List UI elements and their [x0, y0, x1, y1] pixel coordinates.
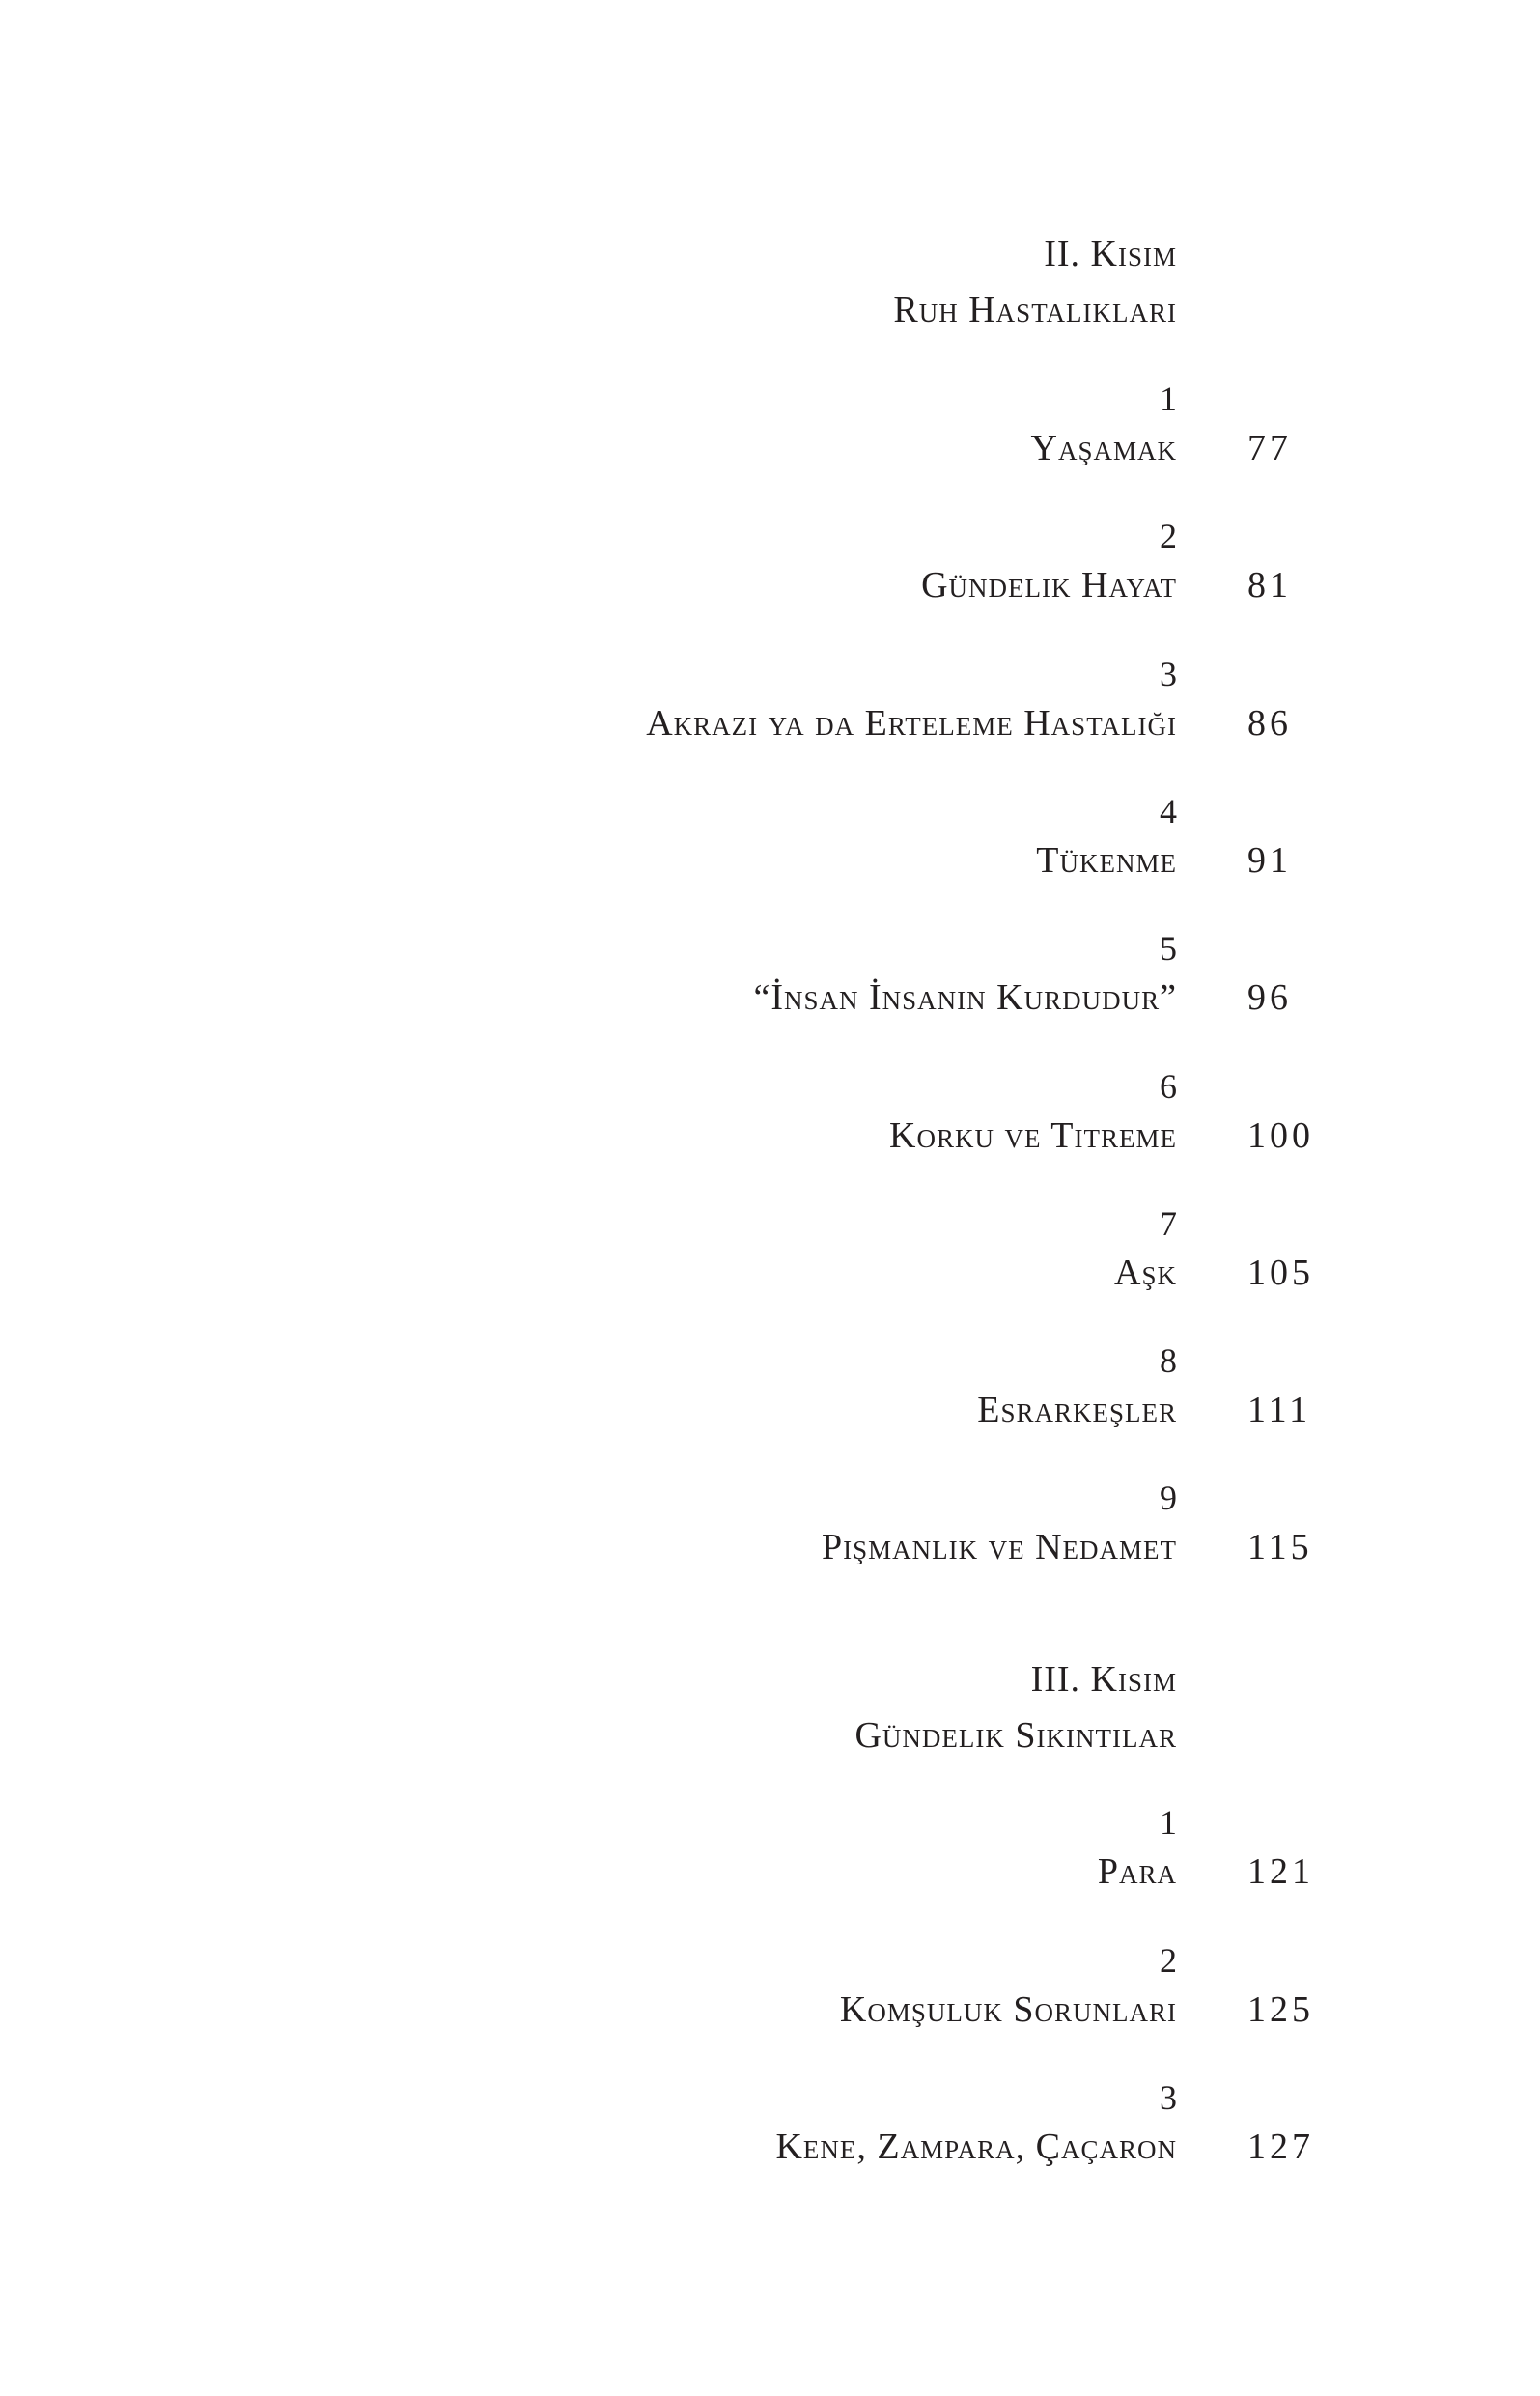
chapter-number: 8 — [1160, 1341, 1177, 1380]
page-number: 100 — [1247, 1115, 1314, 1156]
toc-entry — [0, 1936, 1540, 2043]
chapter-title: Akrazi ya da Erteleme Hastalığı — [646, 703, 1177, 744]
page-number: 81 — [1247, 565, 1292, 606]
chapter-number: 2 — [1160, 1941, 1177, 1980]
page-number: 86 — [1247, 703, 1292, 744]
chapter-number: 3 — [1160, 2078, 1177, 2117]
chapter-title: Komşuluk Sorunları — [839, 1989, 1177, 2030]
toc-entry — [0, 787, 1540, 893]
toc-entry — [0, 924, 1540, 1030]
page-number: 91 — [1247, 840, 1292, 881]
part-title: Gündelik Sıkıntılar — [854, 1715, 1177, 1756]
page-number: 121 — [1247, 1851, 1314, 1892]
toc-entry — [0, 1474, 1540, 1580]
page-number: 96 — [1247, 977, 1292, 1018]
chapter-title: Gündelik Hayat — [921, 565, 1177, 606]
part-number: II. Kısım — [1044, 234, 1177, 274]
chapter-title: Korku ve Titreme — [889, 1115, 1177, 1156]
part-number: III. Kısım — [1030, 1659, 1177, 1700]
part-heading — [308, 1651, 1177, 1763]
toc-entry — [0, 650, 1540, 756]
page-number: 77 — [1247, 428, 1292, 468]
toc-entry — [0, 2073, 1540, 2180]
chapter-number: 1 — [1160, 380, 1177, 418]
page-number: 105 — [1247, 1253, 1314, 1293]
part-title: Ruh Hastalıkları — [893, 290, 1177, 330]
toc-entry — [0, 1199, 1540, 1306]
chapter-number: 7 — [1160, 1204, 1177, 1243]
toc-entry — [0, 375, 1540, 481]
chapter-number: 5 — [1160, 929, 1177, 968]
toc-entry — [0, 512, 1540, 618]
chapter-number: 1 — [1160, 1803, 1177, 1842]
chapter-title: Aşk — [1114, 1253, 1177, 1293]
chapter-title: “İnsan İnsanın Kurdudur” — [753, 977, 1177, 1018]
chapter-title: Tükenme — [1036, 840, 1177, 881]
chapter-title: Para — [1097, 1851, 1177, 1892]
page-number: 125 — [1247, 1989, 1314, 2030]
chapter-title: Kene, Zampara, Çaçaron — [775, 2127, 1177, 2167]
toc-entry — [0, 1798, 1540, 1904]
chapter-number: 6 — [1160, 1067, 1177, 1106]
chapter-title: Esrarkeşler — [977, 1390, 1177, 1430]
chapter-title: Yaşamak — [1030, 428, 1177, 468]
chapter-number: 9 — [1160, 1479, 1177, 1517]
toc-entry — [0, 1337, 1540, 1443]
page-number: 115 — [1247, 1527, 1313, 1567]
toc-entry — [0, 1062, 1540, 1169]
chapter-title: Pişmanlık ve Nedamet — [821, 1527, 1177, 1567]
chapter-number: 4 — [1160, 792, 1177, 831]
page-number: 127 — [1247, 2127, 1314, 2167]
chapter-number: 3 — [1160, 655, 1177, 693]
chapter-number: 2 — [1160, 517, 1177, 555]
page-number: 111 — [1247, 1390, 1312, 1430]
part-heading — [308, 226, 1177, 338]
